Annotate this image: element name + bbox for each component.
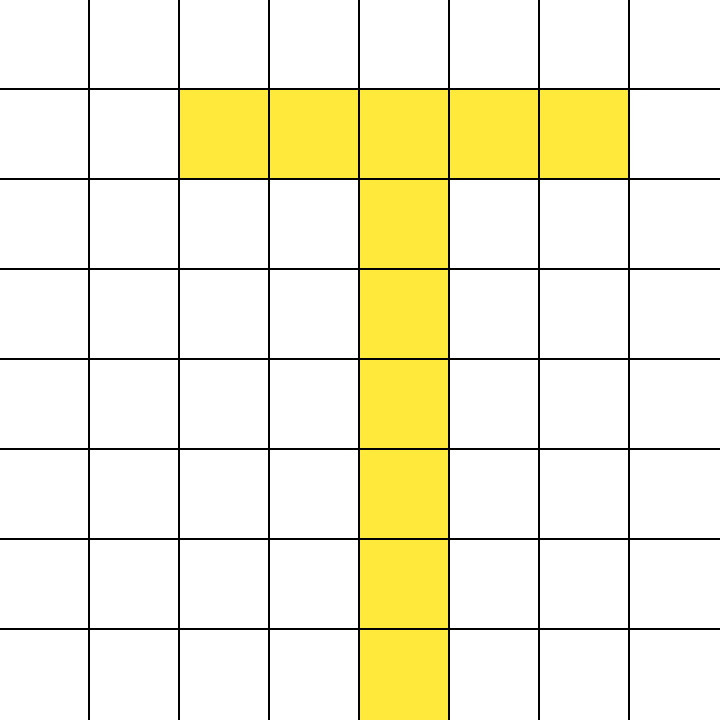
empty-cell[interactable] <box>450 450 540 540</box>
empty-cell[interactable] <box>450 270 540 360</box>
empty-cell[interactable] <box>270 630 360 720</box>
empty-cell[interactable] <box>180 270 270 360</box>
empty-cell[interactable] <box>540 180 630 270</box>
filled-cell[interactable] <box>540 90 630 180</box>
empty-cell[interactable] <box>630 270 720 360</box>
empty-cell[interactable] <box>90 180 180 270</box>
empty-cell[interactable] <box>0 450 90 540</box>
empty-cell[interactable] <box>630 360 720 450</box>
empty-cell[interactable] <box>450 540 540 630</box>
empty-cell[interactable] <box>540 360 630 450</box>
empty-cell[interactable] <box>270 270 360 360</box>
filled-cell[interactable] <box>450 90 540 180</box>
empty-cell[interactable] <box>540 540 630 630</box>
empty-cell[interactable] <box>630 180 720 270</box>
empty-cell[interactable] <box>630 90 720 180</box>
filled-cell[interactable] <box>360 450 450 540</box>
empty-cell[interactable] <box>90 540 180 630</box>
empty-cell[interactable] <box>450 0 540 90</box>
empty-cell[interactable] <box>540 630 630 720</box>
empty-cell[interactable] <box>270 0 360 90</box>
empty-cell[interactable] <box>630 540 720 630</box>
empty-cell[interactable] <box>90 630 180 720</box>
empty-cell[interactable] <box>90 450 180 540</box>
empty-cell[interactable] <box>90 270 180 360</box>
filled-cell[interactable] <box>360 360 450 450</box>
empty-cell[interactable] <box>270 540 360 630</box>
empty-cell[interactable] <box>90 0 180 90</box>
empty-cell[interactable] <box>90 360 180 450</box>
empty-cell[interactable] <box>450 630 540 720</box>
empty-cell[interactable] <box>180 0 270 90</box>
empty-cell[interactable] <box>450 360 540 450</box>
empty-cell[interactable] <box>0 540 90 630</box>
filled-cell[interactable] <box>360 540 450 630</box>
empty-cell[interactable] <box>90 90 180 180</box>
filled-cell[interactable] <box>360 270 450 360</box>
filled-cell[interactable] <box>360 630 450 720</box>
empty-cell[interactable] <box>540 450 630 540</box>
empty-cell[interactable] <box>270 180 360 270</box>
empty-cell[interactable] <box>630 0 720 90</box>
empty-cell[interactable] <box>0 360 90 450</box>
empty-cell[interactable] <box>0 90 90 180</box>
empty-cell[interactable] <box>270 450 360 540</box>
filled-cell[interactable] <box>360 90 450 180</box>
empty-cell[interactable] <box>0 180 90 270</box>
empty-cell[interactable] <box>180 360 270 450</box>
empty-cell[interactable] <box>540 270 630 360</box>
empty-cell[interactable] <box>180 630 270 720</box>
empty-cell[interactable] <box>270 360 360 450</box>
empty-cell[interactable] <box>0 0 90 90</box>
empty-cell[interactable] <box>180 450 270 540</box>
empty-cell[interactable] <box>180 180 270 270</box>
empty-cell[interactable] <box>360 0 450 90</box>
empty-cell[interactable] <box>450 180 540 270</box>
filled-cell[interactable] <box>180 90 270 180</box>
empty-cell[interactable] <box>540 0 630 90</box>
empty-cell[interactable] <box>0 270 90 360</box>
empty-cell[interactable] <box>0 630 90 720</box>
empty-cell[interactable] <box>630 630 720 720</box>
filled-cell[interactable] <box>360 180 450 270</box>
filled-cell[interactable] <box>270 90 360 180</box>
empty-cell[interactable] <box>180 540 270 630</box>
empty-cell[interactable] <box>630 450 720 540</box>
